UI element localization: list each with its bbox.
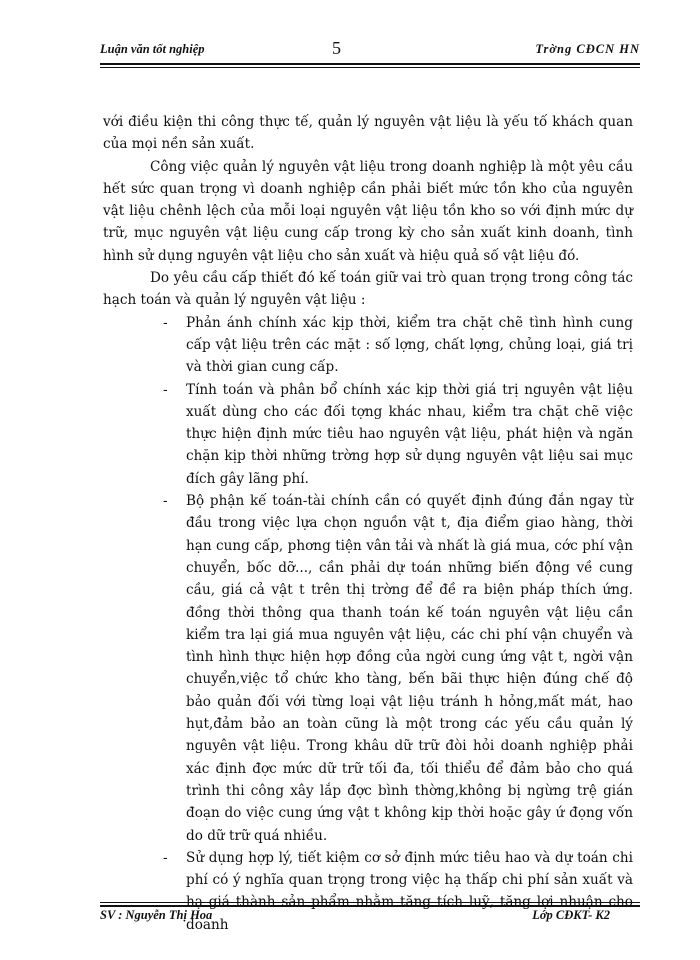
footer-rule-thin [100,902,640,903]
page-header [100,38,640,62]
page-footer [100,908,640,928]
paragraph-2: Công việc quản lý nguyên vật liệu trong doanh nghiệp là một yêu cầu hết sức quan trọng vì doanh nghiệp cần phải biết mức tồn kho của nguyên vật liệu chênh lệch của mỗi loại nguyên vật liệu tồn kho so với định mức dự trữ, mục nguyên vật liệu cung cấp trong kỳ cho sản xuất kinh doanh, tình hình sử dụng nguyên vật liệu cho sản xuất và hiệu quả số vật liệu đó. [103,158,633,264]
list-item [103,312,633,379]
paragraph-3: Do yêu cầu cấp thiết đó kế toán giữ vai trò quan trọng trong công tác hạch toán và quản lý nguyên vật liệu : [103,270,633,309]
header-school: Trờng CĐCN HN [535,42,640,56]
footer-class: Lớp CĐKT- K2 [532,908,610,922]
header-rule-thick [100,63,640,65]
list-item-text: Bộ phận kế toán-tài chính cần có quyết định đúng đắn ngay từ đầu trong việc lựa chọn nguồn vật t, địa điểm giao hàng, thời hạn cung cấp, phơng tiện vân tải và nhất là giá mua, cớc phí vận chuyển, bốc dỡ..., cần phải dự toán những biến động về cung cầu, giá cả vật t trên thị trờng để đề ra biện pháp thích ứng. đồng thời thông qua thanh toán kế toán nguyên vật liệu cần kiểm tra lại giá mua nguyên vật liệu, các chi phí vận chuyển và tình hình thực hiện hợp đồng của ngời cung ứng vật t, ngời vận chuyển,việc tổ chức kho tàng, bến bãi thực hiện đúng chế độ bảo quản đối với từng loại vật liệu tránh h hỏng,mất mát, hao hụt,đảm bảo an toàn cũng là một trong các yếu cầu quản lý nguyên vật liệu. Trong khâu dữ trữ đòi hỏi doanh nghiệp phải xác định đợc mức dữ trữ tối đa, tối thiểu để đảm bảo cho quá trình thi công xây lắp đợc bình thờng,không bị ngừng trệ gián đoạn do việc cung ứng vật t không kịp thời hoặc gây ứ đọng vốn do dữ trữ quá nhiều. [186,493,633,844]
list-item-text: Tính toán và phân bổ chính xác kịp thời giá trị nguyên vật liệu xuất dùng cho các đối tợng khác nhau, kiểm tra chặt chẽ việc thực hiện định mức tiêu hao nguyên vật liệu, phát hiện và ngăn chặn kịp thời những trờng hợp sử dụng nguyên vật liệu sai mục đích gây lãng phí. [186,381,633,487]
list-item [103,379,633,490]
footer-rule-thick [100,905,640,907]
header-rule-thin [100,67,640,68]
bullet-list [103,312,633,936]
header-title: Luận văn tốt nghiệp [100,42,205,56]
bullet-dash: - [163,314,168,331]
footer-student: SV : Nguyễn Thị Hoa [100,908,213,922]
paragraph-1: với điều kiện thi công thực tế, quản lý nguyên vật liệu là yếu tố khách quan của mọi nền sản xuất. [103,114,633,153]
document-body [103,111,633,936]
bullet-dash: - [163,849,168,866]
list-item [103,490,633,847]
list-item-text: Phản ánh chính xác kịp thời, kiểm tra chặt chẽ tình hình cung cấp vật liệu trên các mặt : số lợng, chất lợng, chủng loại, giá trị và thời gian cung cấp. [186,314,633,376]
bullet-dash: - [163,381,168,398]
list-item-text: Sử dụng hợp lý, tiết kiệm cơ sở định mức tiêu hao và dự toán chi phí có ý nghĩa quan trọng trong việc hạ thấp chi phí sản xuất và hạ giá thành sản phẩm nhằm tăng tích luỹ, tăng lợi nhuận cho doanh [186,849,633,933]
page-number: 5 [332,38,341,58]
bullet-dash: - [163,493,168,510]
